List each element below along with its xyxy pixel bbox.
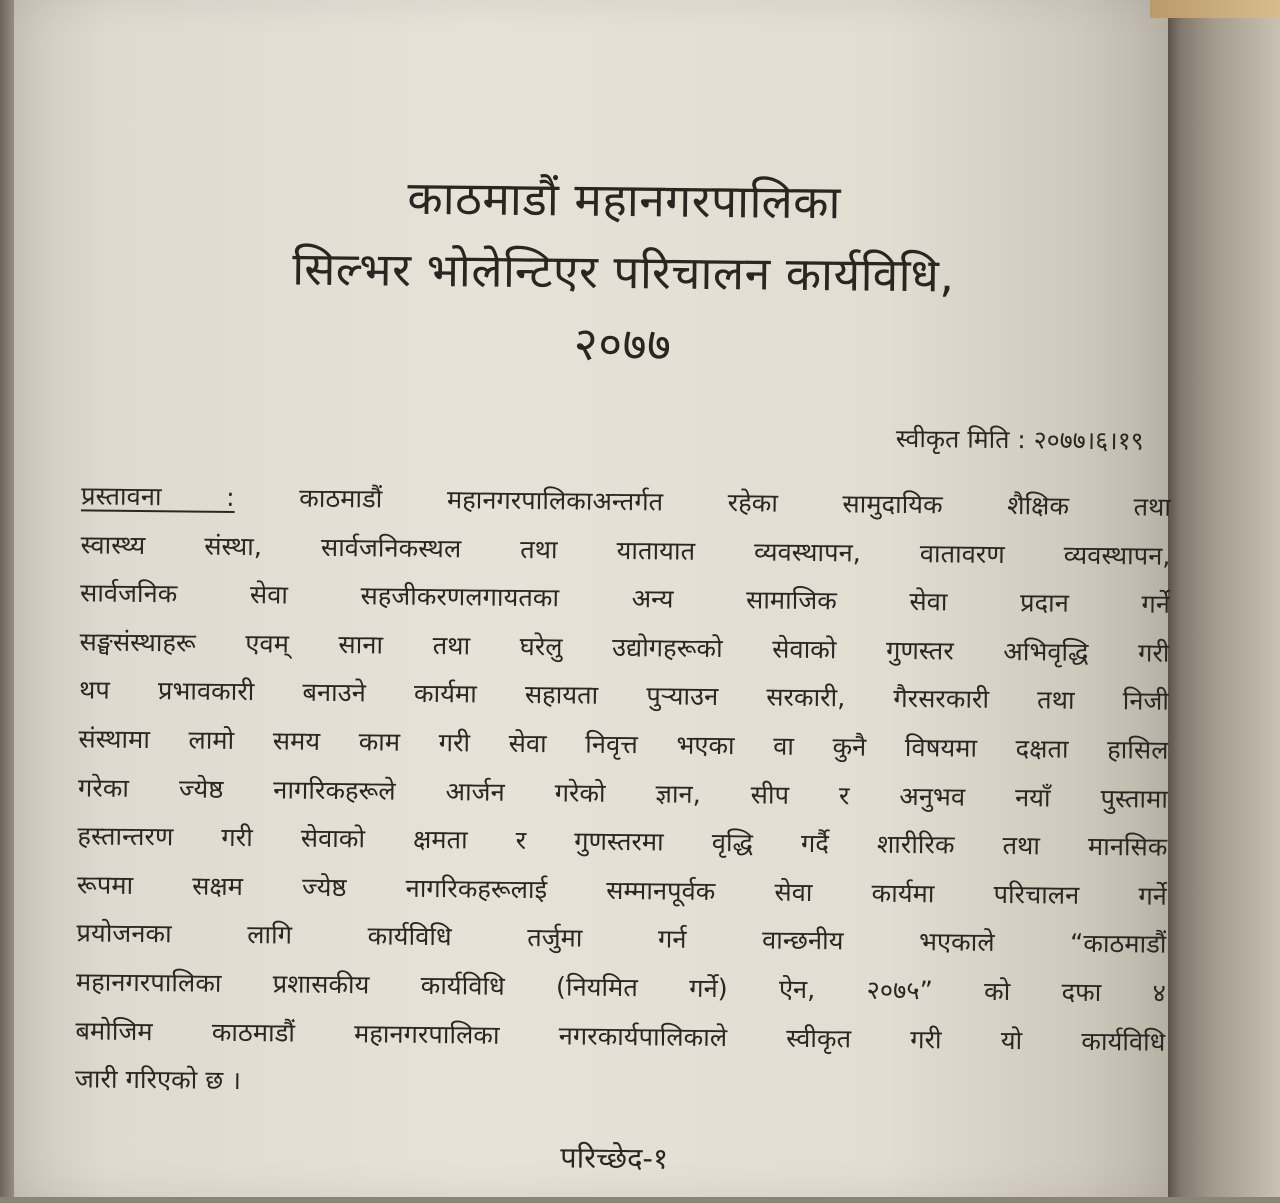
preamble-line: सार्वजनिक सेवा सहजीकरणलगायतका अन्य सामाजिक सेवा प्रदान गर्ने: [79, 578, 1171, 620]
preamble-line: संस्थामा लामो समय काम गरी सेवा निवृत्त भएका वा कुनै विषयमा दक्षता हासिल: [78, 724, 1169, 766]
preamble-line: बमोजिम काठमाडौं महानगरपालिका नगरकार्यपालिकाले स्वीकृत गरी यो कार्यविधि: [75, 1015, 1166, 1058]
preamble-line: गरेका ज्येष्ठ नागरिकहरूले आर्जन गरेको ज्ञान, सीप र अनुभव नयाँ पुस्तामा: [77, 772, 1169, 815]
preamble-label: प्रस्तावना :: [80, 481, 235, 513]
chapter-heading: परिच्छेद-१: [560, 1140, 669, 1176]
title-line-1: काठमाडौं महानगरपालिका: [407, 170, 842, 230]
preamble-line: जारी गरिएको छ ।: [74, 1064, 242, 1097]
title-line-3: २०७७: [573, 316, 672, 372]
preamble-line: सङ्घसंस्थाहरू एवम् साना तथा घरेलु उद्योगहरूको सेवाको गुणस्तर अभिवृद्धि गरी: [79, 627, 1170, 669]
preamble-line: स्वास्थ्य संस्था, सार्वजनिकस्थल तथा यातायात व्यवस्थापन, वातावरण व्यवस्थापन,: [80, 529, 1171, 572]
preamble-paragraph: [75, 472, 1172, 1115]
page-content: [54, 0, 1186, 1203]
book-right-pages: [1168, 0, 1280, 1197]
preamble-line: थप प्रभावकारी बनाउने कार्यमा सहायता पुऱ्याउन सरकारी, गैरसरकारी तथा निजी: [78, 675, 1170, 718]
document-title: [62, 158, 1184, 386]
approval-date: स्वीकृत मिति : २०७७।६।१९: [895, 423, 1144, 456]
preamble-line-text: काठमाडौं महानगरपालिकाअन्तर्गत रहेका सामुदायिक शैक्षिक तथा: [299, 483, 1172, 523]
title-line-2: सिल्भर भोलेन्टिएर परिचालन कार्यविधि,: [292, 241, 955, 303]
preamble-line: प्रयोजनका लागि कार्यविधि तर्जुमा गर्न वान्छनीय भएकाले “काठमाडौं: [76, 918, 1167, 961]
preamble-line: हस्तान्तरण गरी सेवाको क्षमता र गुणस्तरमा वृद्धि गर्दै शारीरिक तथा मानसिक: [77, 821, 1168, 863]
preamble-line: रूपमा सक्षम ज्येष्ठ नागरिकहरूलाई सम्मानपूर्वक सेवा कार्यमा परिचालन गर्ने: [76, 870, 1168, 912]
preamble-line: महानगरपालिका प्रशासकीय कार्यविधि (नियमित गर्ने) ऐन, २०७५” को दफा ४: [75, 967, 1167, 1009]
